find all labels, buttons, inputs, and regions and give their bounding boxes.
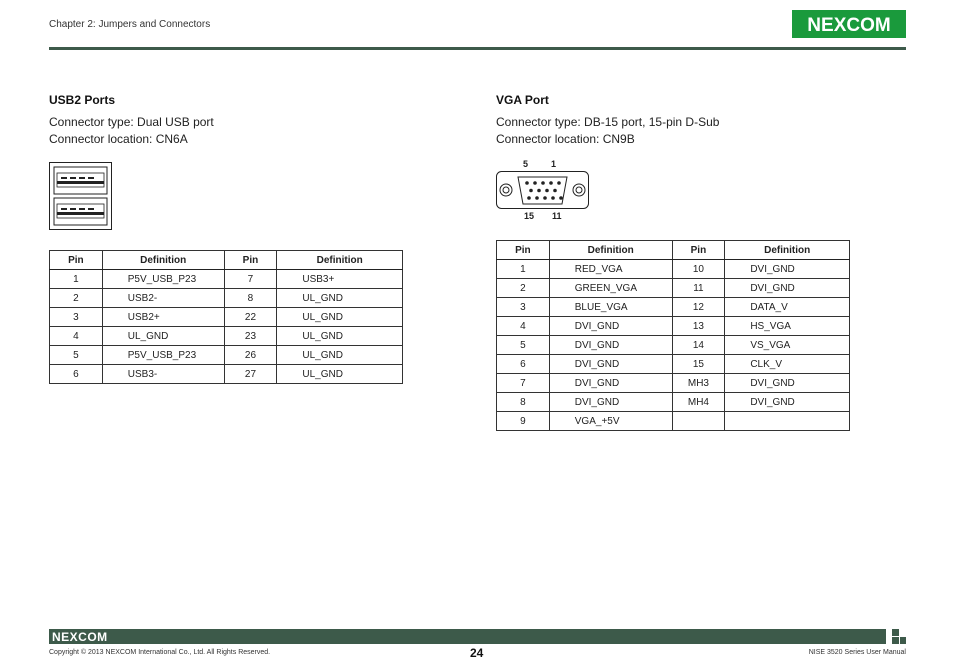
column-header: Pin xyxy=(50,251,103,270)
definition-cell: DVI_GND xyxy=(549,317,672,336)
definition-cell: UL_GND xyxy=(102,327,224,346)
definition-cell: UL_GND xyxy=(277,327,403,346)
pin-cell: 5 xyxy=(497,336,550,355)
pin-cell: 13 xyxy=(672,317,725,336)
page-number: 24 xyxy=(470,646,484,660)
pin-cell: 9 xyxy=(497,412,550,431)
definition-cell: UL_GND xyxy=(277,289,403,308)
definition-cell: UL_GND xyxy=(277,346,403,365)
definition-cell: VS_VGA xyxy=(725,336,850,355)
table-row xyxy=(50,289,403,308)
pin-cell: 8 xyxy=(224,289,277,308)
definition-cell: P5V_USB_P23 xyxy=(102,346,224,365)
definition-cell: DVI_GND xyxy=(725,260,850,279)
definition-cell: USB3- xyxy=(102,365,224,384)
definition-cell: DVI_GND xyxy=(549,355,672,374)
vga-pin-label-5: 5 xyxy=(523,159,529,169)
vga-connector-type: Connector type: DB-15 port, 15-pin D-Sub xyxy=(496,115,720,129)
vga-section-title: VGA Port xyxy=(496,93,549,107)
vga-pin-label-15: 15 xyxy=(524,211,535,221)
table-row xyxy=(50,365,403,384)
nexcom-logo xyxy=(792,10,906,38)
table-row xyxy=(497,355,850,374)
definition-cell: BLUE_VGA xyxy=(549,298,672,317)
pin-cell: 12 xyxy=(672,298,725,317)
column-header: Pin xyxy=(224,251,277,270)
pin-cell: 1 xyxy=(497,260,550,279)
table-row xyxy=(50,308,403,327)
usb-connector-location: Connector location: CN6A xyxy=(49,132,188,146)
definition-cell: USB2- xyxy=(102,289,224,308)
table-row xyxy=(50,270,403,289)
table-row xyxy=(497,374,850,393)
footer-square-icon xyxy=(900,637,906,644)
definition-cell: DATA_V xyxy=(725,298,850,317)
table-row xyxy=(497,260,850,279)
manual-title: NISE 3520 Series User Manual xyxy=(808,649,906,656)
table-row xyxy=(50,346,403,365)
pin-cell: 3 xyxy=(497,298,550,317)
definition-cell: UL_GND xyxy=(277,365,403,384)
definition-cell: VGA_+5V xyxy=(549,412,672,431)
table-row xyxy=(50,327,403,346)
pin-cell: 8 xyxy=(497,393,550,412)
definition-cell: P5V_USB_P23 xyxy=(102,270,224,289)
footer-square-icon xyxy=(892,637,899,644)
table-header-row xyxy=(50,251,403,270)
pin-cell: MH4 xyxy=(672,393,725,412)
column-header: Pin xyxy=(672,241,725,260)
definition-cell: DVI_GND xyxy=(725,393,850,412)
copyright-text: Copyright © 2013 NEXCOM International Co., Ltd. All Rights Reserved. xyxy=(49,649,271,656)
pin-cell: 4 xyxy=(50,327,103,346)
table-row xyxy=(497,412,850,431)
definition-cell: UL_GND xyxy=(277,308,403,327)
pin-cell: 1 xyxy=(50,270,103,289)
vga-connector-location: Connector location: CN9B xyxy=(496,132,635,146)
footer-square-icon xyxy=(892,629,899,636)
definition-cell: USB3+ xyxy=(277,270,403,289)
table-row xyxy=(497,298,850,317)
pin-cell: 26 xyxy=(224,346,277,365)
definition-cell xyxy=(725,412,850,431)
pin-cell: 22 xyxy=(224,308,277,327)
usb-pin-table xyxy=(49,250,403,384)
table-row xyxy=(497,336,850,355)
definition-cell: DVI_GND xyxy=(725,279,850,298)
definition-cell: DVI_GND xyxy=(725,374,850,393)
logo-text: NEXCOM xyxy=(807,15,891,36)
pin-cell: 6 xyxy=(497,355,550,374)
column-header: Definition xyxy=(725,241,850,260)
header-divider xyxy=(49,47,906,50)
table-row xyxy=(497,279,850,298)
vga-pin-label-1: 1 xyxy=(551,159,557,169)
table-header-row xyxy=(497,241,850,260)
definition-cell: RED_VGA xyxy=(549,260,672,279)
definition-cell: GREEN_VGA xyxy=(549,279,672,298)
vga-pin-table xyxy=(496,240,850,431)
chapter-header: Chapter 2: Jumpers and Connectors xyxy=(49,19,211,30)
definition-cell: USB2+ xyxy=(102,308,224,327)
definition-cell: DVI_GND xyxy=(549,393,672,412)
definition-cell: DVI_GND xyxy=(549,336,672,355)
table-row xyxy=(497,393,850,412)
pin-cell: 27 xyxy=(224,365,277,384)
dual-usb-port-diagram xyxy=(49,162,112,230)
column-header: Pin xyxy=(497,241,550,260)
column-header: Definition xyxy=(549,241,672,260)
vga-db15-diagram xyxy=(496,171,589,210)
definition-cell: DVI_GND xyxy=(549,374,672,393)
pin-cell xyxy=(672,412,725,431)
pin-cell: 7 xyxy=(224,270,277,289)
pin-cell: 5 xyxy=(50,346,103,365)
usb-section-title: USB2 Ports xyxy=(49,93,116,107)
pin-cell: 4 xyxy=(497,317,550,336)
usb-connector-type: Connector type: Dual USB port xyxy=(49,115,214,129)
table-row xyxy=(497,317,850,336)
pin-cell: 6 xyxy=(50,365,103,384)
pin-cell: MH3 xyxy=(672,374,725,393)
definition-cell: HS_VGA xyxy=(725,317,850,336)
footer-bar xyxy=(49,629,886,644)
pin-cell: 15 xyxy=(672,355,725,374)
vga-pin-label-11: 11 xyxy=(552,211,562,221)
column-header: Definition xyxy=(277,251,403,270)
pin-cell: 10 xyxy=(672,260,725,279)
pin-cell: 2 xyxy=(497,279,550,298)
pin-cell: 3 xyxy=(50,308,103,327)
pin-cell: 14 xyxy=(672,336,725,355)
pin-cell: 11 xyxy=(672,279,725,298)
pin-cell: 7 xyxy=(497,374,550,393)
footer-logo: NEXCOM xyxy=(52,630,108,644)
column-header: Definition xyxy=(102,251,224,270)
pin-cell: 2 xyxy=(50,289,103,308)
pin-cell: 23 xyxy=(224,327,277,346)
definition-cell: CLK_V xyxy=(725,355,850,374)
